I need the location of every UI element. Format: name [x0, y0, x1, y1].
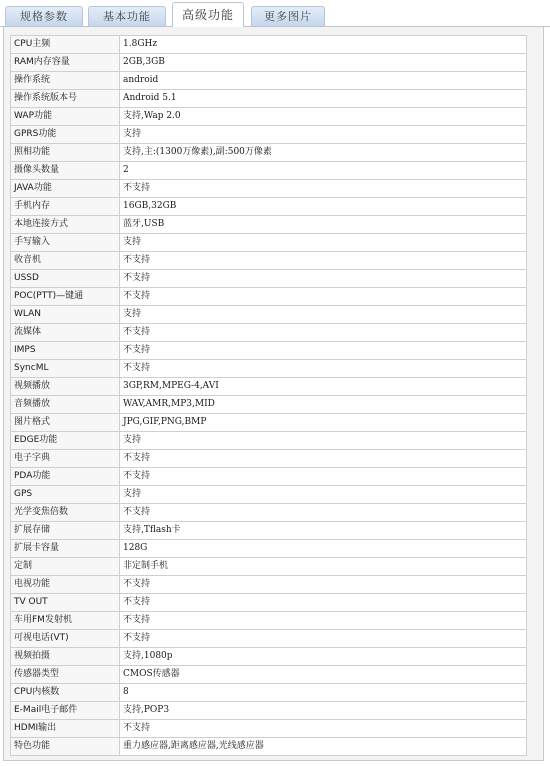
- spec-label: EDGE功能: [11, 432, 120, 450]
- spec-label: 视频播放: [11, 378, 120, 396]
- spec-row: [11, 612, 527, 630]
- spec-label: GPRS功能: [11, 126, 120, 144]
- spec-label: 可视电话(VT): [11, 630, 120, 648]
- spec-label: 摄像头数量: [11, 162, 120, 180]
- spec-row: [11, 486, 527, 504]
- spec-row: [11, 594, 527, 612]
- spec-row: [11, 378, 527, 396]
- spec-value: WAV,AMR,MP3,MID: [120, 396, 527, 414]
- spec-label: IMPS: [11, 342, 120, 360]
- spec-value: 不支持: [120, 180, 527, 198]
- spec-row: [11, 108, 527, 126]
- spec-row: [11, 144, 527, 162]
- spec-row: [11, 324, 527, 342]
- spec-value: 2: [120, 162, 527, 180]
- spec-value: 不支持: [120, 450, 527, 468]
- spec-value: 支持,1080p: [120, 648, 527, 666]
- spec-value: 16GB,32GB: [120, 198, 527, 216]
- spec-label: 手写输入: [11, 234, 120, 252]
- tab-basic-functions[interactable]: 基本功能: [88, 6, 166, 26]
- tab-specs[interactable]: 规格参数: [5, 6, 83, 26]
- spec-row: [11, 288, 527, 306]
- spec-row: [11, 720, 527, 738]
- spec-row: [11, 540, 527, 558]
- spec-row: [11, 360, 527, 378]
- spec-row: [11, 90, 527, 108]
- spec-value: 不支持: [120, 324, 527, 342]
- spec-label: CPU主频: [11, 36, 120, 54]
- spec-row: [11, 234, 527, 252]
- spec-value: 不支持: [120, 720, 527, 738]
- spec-label: PDA功能: [11, 468, 120, 486]
- tab-more-images[interactable]: 更多图片: [251, 6, 325, 26]
- spec-value: 1.8GHz: [120, 36, 527, 54]
- spec-label: 视频拍摄: [11, 648, 120, 666]
- spec-label: CPU内核数: [11, 684, 120, 702]
- spec-label: WLAN: [11, 306, 120, 324]
- spec-value: 支持,POP3: [120, 702, 527, 720]
- spec-label: 传感器类型: [11, 666, 120, 684]
- spec-label: GPS: [11, 486, 120, 504]
- spec-value: Android 5.1: [120, 90, 527, 108]
- spec-row: [11, 54, 527, 72]
- spec-value: android: [120, 72, 527, 90]
- spec-value: 不支持: [120, 612, 527, 630]
- spec-row: [11, 468, 527, 486]
- spec-row: [11, 162, 527, 180]
- spec-label: 扩展卡容量: [11, 540, 120, 558]
- spec-label: 流媒体: [11, 324, 120, 342]
- spec-row: [11, 126, 527, 144]
- spec-label: 操作系统版本号: [11, 90, 120, 108]
- spec-value: CMOS传感器: [120, 666, 527, 684]
- spec-value: 不支持: [120, 270, 527, 288]
- spec-row: [11, 666, 527, 684]
- spec-label: 图片格式: [11, 414, 120, 432]
- spec-value: 不支持: [120, 288, 527, 306]
- spec-row: [11, 180, 527, 198]
- spec-value: 不支持: [120, 594, 527, 612]
- spec-label: 扩展存储: [11, 522, 120, 540]
- spec-value: 重力感应器,距离感应器,光线感应器: [120, 738, 527, 756]
- spec-value: 支持,Wap 2.0: [120, 108, 527, 126]
- tab-bar: [0, 0, 550, 28]
- spec-row: [11, 576, 527, 594]
- spec-value: 不支持: [120, 504, 527, 522]
- spec-row: [11, 396, 527, 414]
- spec-label: TV OUT: [11, 594, 120, 612]
- spec-label: 电子字典: [11, 450, 120, 468]
- spec-value: 不支持: [120, 252, 527, 270]
- spec-row: [11, 72, 527, 90]
- content-panel: [3, 27, 544, 761]
- spec-label: JAVA功能: [11, 180, 120, 198]
- spec-label: E-Mail电子邮件: [11, 702, 120, 720]
- spec-label: RAM内存容量: [11, 54, 120, 72]
- spec-value: 支持: [120, 306, 527, 324]
- spec-value: 支持: [120, 126, 527, 144]
- spec-label: WAP功能: [11, 108, 120, 126]
- spec-value: 支持: [120, 432, 527, 450]
- spec-row: [11, 738, 527, 756]
- spec-value: 不支持: [120, 630, 527, 648]
- spec-table-body: [11, 36, 527, 756]
- spec-value: 蓝牙,USB: [120, 216, 527, 234]
- spec-value: 不支持: [120, 342, 527, 360]
- spec-label: SyncML: [11, 360, 120, 378]
- spec-row: [11, 684, 527, 702]
- spec-label: 定制: [11, 558, 120, 576]
- spec-value: 3GP,RM,MPEG-4,AVI: [120, 378, 527, 396]
- spec-label: 特色功能: [11, 738, 120, 756]
- spec-label: 操作系统: [11, 72, 120, 90]
- spec-row: [11, 450, 527, 468]
- spec-label: HDMI输出: [11, 720, 120, 738]
- spec-label: 收音机: [11, 252, 120, 270]
- spec-row: [11, 216, 527, 234]
- spec-row: [11, 270, 527, 288]
- spec-value: 支持: [120, 486, 527, 504]
- spec-value: 支持: [120, 234, 527, 252]
- spec-row: [11, 198, 527, 216]
- spec-label: 照相功能: [11, 144, 120, 162]
- spec-label: 手机内存: [11, 198, 120, 216]
- spec-row: [11, 558, 527, 576]
- spec-value: 8: [120, 684, 527, 702]
- spec-row: [11, 522, 527, 540]
- spec-row: [11, 36, 527, 54]
- spec-row: [11, 504, 527, 522]
- spec-value: 不支持: [120, 360, 527, 378]
- spec-value: JPG,GIF,PNG,BMP: [120, 414, 527, 432]
- spec-table: [10, 35, 527, 756]
- spec-row: [11, 648, 527, 666]
- spec-label: POC(PTT)—键通: [11, 288, 120, 306]
- spec-value: 不支持: [120, 576, 527, 594]
- spec-value: 非定制手机: [120, 558, 527, 576]
- spec-row: [11, 414, 527, 432]
- spec-value: 支持,主:(1300万像素),副:500万像素: [120, 144, 527, 162]
- spec-value: 不支持: [120, 468, 527, 486]
- spec-label: USSD: [11, 270, 120, 288]
- spec-label: 本地连接方式: [11, 216, 120, 234]
- spec-value: 2GB,3GB: [120, 54, 527, 72]
- spec-label: 音频播放: [11, 396, 120, 414]
- tab-advanced-functions[interactable]: 高级功能: [172, 2, 244, 27]
- spec-label: 光学变焦倍数: [11, 504, 120, 522]
- spec-label: 车用FM发射机: [11, 612, 120, 630]
- spec-row: [11, 702, 527, 720]
- spec-value: 支持,Tflash卡: [120, 522, 527, 540]
- spec-row: [11, 342, 527, 360]
- spec-row: [11, 252, 527, 270]
- spec-row: [11, 306, 527, 324]
- spec-row: [11, 630, 527, 648]
- spec-label: 电视功能: [11, 576, 120, 594]
- spec-value: 128G: [120, 540, 527, 558]
- spec-row: [11, 432, 527, 450]
